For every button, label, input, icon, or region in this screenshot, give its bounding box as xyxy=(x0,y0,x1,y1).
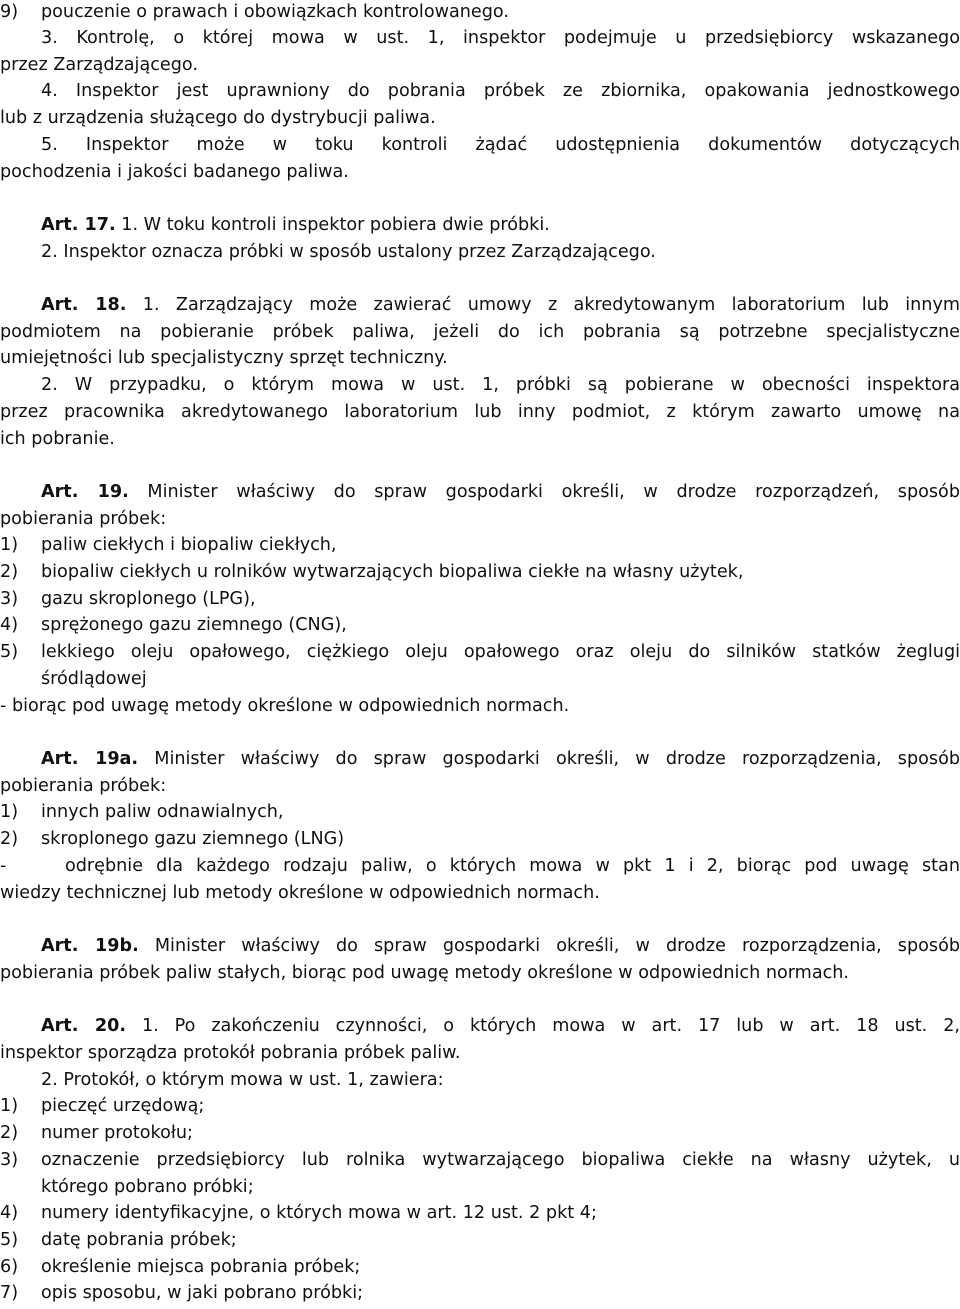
list-item xyxy=(0,0,960,25)
item-number: 2) xyxy=(0,562,19,582)
article-20-p1-l2: inspektor sporządza protokół pobrania próbek paliw. xyxy=(0,1043,461,1063)
list-item xyxy=(0,1093,960,1119)
article-18-p2: 2. W przypadku, o którym mowa w ust. 1, próbki są pobierane w obecności inspektora xyxy=(41,375,960,395)
list-item-cont: którego pobrano próbki; xyxy=(41,1177,254,1197)
item-text: oznaczenie przedsiębiorcy lub rolnika wytwarzającego biopaliwa ciekłe na własny użytek, u xyxy=(41,1150,960,1170)
item-text: lekkiego oleju opałowego, ciężkiego oleju opałowego oraz oleju do silników statków żeglugi xyxy=(41,642,960,662)
item-number: 5) xyxy=(0,642,19,662)
item-text: pouczenie o prawach i obowiązkach kontrolowanego. xyxy=(41,2,509,22)
item-text: określenie miejsca pobrania próbek; xyxy=(41,1257,361,1277)
list-item-cont: śródlądowej xyxy=(41,669,147,689)
item-text: gazu skroplonego (LPG), xyxy=(41,589,256,609)
article-19a-intro xyxy=(0,746,960,772)
article-19-tail: - biorąc pod uwagę metody określone w odpowiednich normach. xyxy=(0,696,570,716)
article-17-p1 xyxy=(0,212,960,238)
article-19a-tail-l2: wiedzy technicznej lub metody określone w odpowiednich normach. xyxy=(0,883,600,903)
article-18-p1-l3: umiejętności lub specjalistyczny sprzęt techniczny. xyxy=(0,348,448,368)
paragraph-4-cont: lub z urządzenia służącego do dystrybucji paliwa. xyxy=(0,108,436,128)
paragraph-5-cont: pochodzenia i jakości badanego paliwa. xyxy=(0,162,349,182)
item-number: 7) xyxy=(0,1283,19,1303)
item-text: pieczęć urzędową; xyxy=(41,1096,205,1116)
article-19b-intro-text: Minister właściwy do spraw gospodarki określi, w drodze rozporządzenia, sposób xyxy=(138,936,960,956)
article-17-label: Art. 17. xyxy=(41,215,116,235)
article-19a-tail xyxy=(0,853,960,879)
item-number: 3) xyxy=(0,1150,19,1170)
item-text: numer protokołu; xyxy=(41,1123,193,1143)
article-19-intro-l2: pobierania próbek: xyxy=(0,509,167,529)
item-number: 6) xyxy=(0,1257,19,1277)
article-19-intro xyxy=(0,479,960,505)
list-item xyxy=(0,586,960,612)
item-text: numery identyfikacyjne, o których mowa w art. 12 ust. 2 pkt 4; xyxy=(41,1203,597,1223)
item-number: 3) xyxy=(0,589,19,609)
article-18-p2-l2: przez pracownika akredytowanego laboratorium lub inny podmiot, z którym zawarto umowę na xyxy=(0,402,960,422)
list-item xyxy=(0,612,960,638)
list-item xyxy=(0,1147,960,1173)
dash: - xyxy=(0,856,7,876)
item-number: 1) xyxy=(0,802,19,822)
article-17-p2: 2. Inspektor oznacza próbki w sposób ustalony przez Zarządzającego. xyxy=(41,242,656,262)
item-number: 1) xyxy=(0,1096,19,1116)
item-text: opis sposobu, w jaki pobrano próbki; xyxy=(41,1283,364,1303)
article-18-p2-l3: ich pobranie. xyxy=(0,429,115,449)
list-item xyxy=(0,1227,960,1253)
article-19b-label: Art. 19b. xyxy=(41,936,139,956)
list-item xyxy=(0,826,960,852)
list-item xyxy=(0,639,960,665)
article-19a-tail-text: odrębnie dla każdego rodzaju paliw, o których mowa w pkt 1 i 2, biorąc pod uwagę stan xyxy=(65,856,960,876)
item-text: innych paliw odnawialnych, xyxy=(41,802,284,822)
list-item xyxy=(0,532,960,558)
list-item xyxy=(0,799,960,825)
item-text: sprężonego gazu ziemnego (CNG), xyxy=(41,615,347,635)
article-19b-intro xyxy=(0,933,960,959)
article-19a-intro-text: Minister właściwy do spraw gospodarki określi, w drodze rozporządzenia, sposób xyxy=(138,749,960,769)
paragraph-4: 4. Inspektor jest uprawniony do pobrania próbek ze zbiornika, opakowania jednostkowego xyxy=(41,81,960,101)
item-number: 2) xyxy=(0,1123,19,1143)
article-18-p1 xyxy=(0,292,960,318)
article-19a-intro-l2: pobierania próbek: xyxy=(0,776,167,796)
article-19b-intro-l2: pobierania próbek paliw stałych, biorąc pod uwagę metody określone w odpowiednich normach. xyxy=(0,963,850,983)
article-20-label: Art. 20. xyxy=(41,1016,127,1036)
list-item xyxy=(0,1254,960,1280)
list-item xyxy=(0,1280,960,1306)
item-text: biopaliw ciekłych u rolników wytwarzających biopaliwa ciekłe na własny użytek, xyxy=(41,562,744,582)
list-item xyxy=(0,559,960,585)
paragraph-3: 3. Kontrolę, o której mowa w ust. 1, inspektor podejmuje u przedsiębiorcy wskazanego xyxy=(41,28,960,48)
article-19-label: Art. 19. xyxy=(41,482,129,502)
paragraph-3-cont: przez Zarządzającego. xyxy=(0,55,198,75)
article-17-p1-text: 1. W toku kontroli inspektor pobiera dwie próbki. xyxy=(115,215,550,235)
article-18-p1-l2: podmiotem na pobieranie próbek paliwa, jeżeli do ich pobrania są potrzebne specjalistyczne xyxy=(0,322,960,342)
item-number: 4) xyxy=(0,615,19,635)
article-19-intro-text: Minister właściwy do spraw gospodarki określi, w drodze rozporządzeń, sposób xyxy=(128,482,960,502)
item-number: 1) xyxy=(0,535,19,555)
item-number: 9) xyxy=(0,2,19,22)
article-20-p1-text: 1. Po zakończeniu czynności, o których mowa w art. 17 lub w art. 18 ust. 2, xyxy=(126,1016,960,1036)
item-number: 4) xyxy=(0,1203,19,1223)
item-number: 5) xyxy=(0,1230,19,1250)
item-number: 2) xyxy=(0,829,19,849)
list-item xyxy=(0,1120,960,1146)
article-19a-label: Art. 19a. xyxy=(41,749,139,769)
article-18-p1-text: 1. Zarządzający może zawierać umowy z akredytowanym laboratorium lub innym xyxy=(126,295,960,315)
item-text: skroplonego gazu ziemnego (LNG) xyxy=(41,829,345,849)
article-20-p1 xyxy=(0,1013,960,1039)
item-text: datę pobrania próbek; xyxy=(41,1230,237,1250)
article-20-p2: 2. Protokół, o którym mowa w ust. 1, zawiera: xyxy=(41,1070,444,1090)
article-18-label: Art. 18. xyxy=(41,295,127,315)
list-item xyxy=(0,1200,960,1226)
item-text: paliw ciekłych i biopaliw ciekłych, xyxy=(41,535,337,555)
paragraph-5: 5. Inspektor może w toku kontroli żądać udostępnienia dokumentów dotyczących xyxy=(41,135,960,155)
